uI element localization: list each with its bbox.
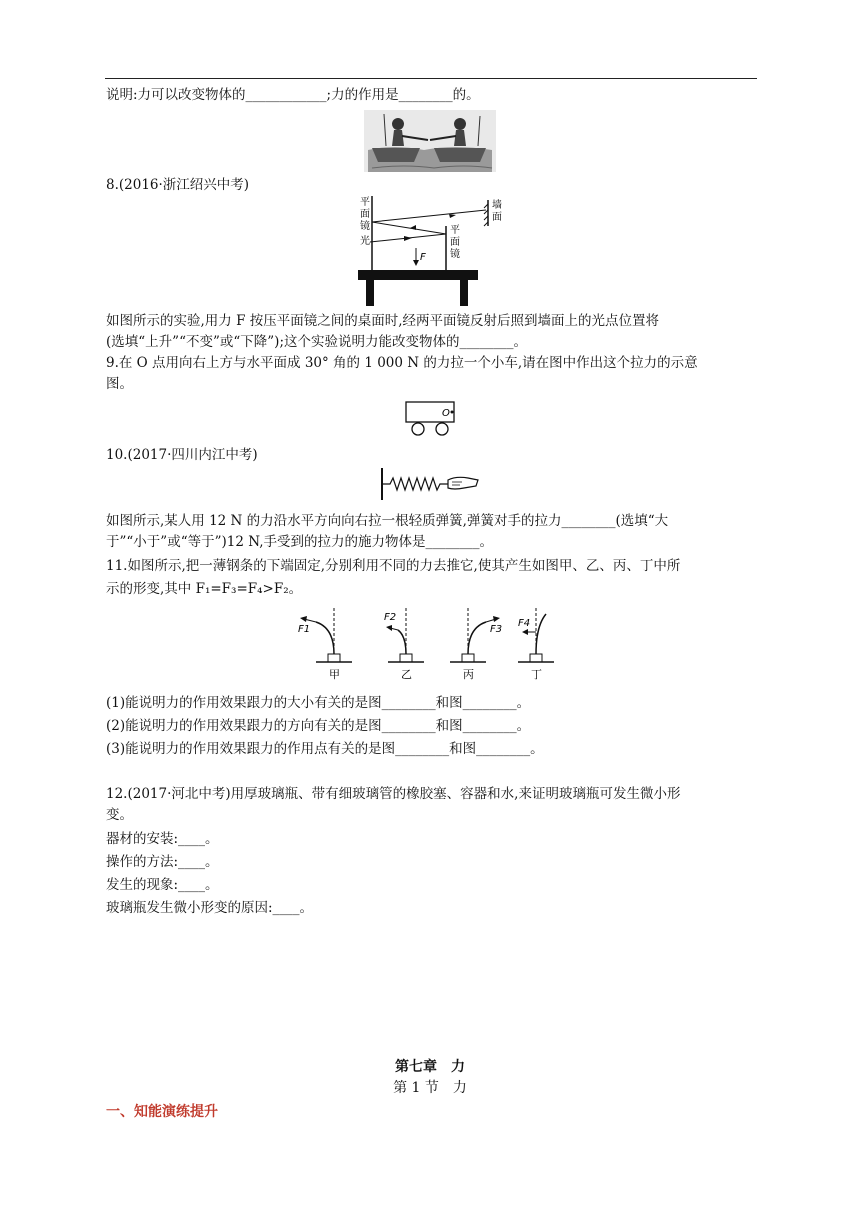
q9-line1: 9.在 O 点用向右上方与水平面成 30° 角的 1 000 N 的力拉一个小车,请在图中作出这个拉力的示意 xyxy=(106,355,698,371)
section-title: 第 1 节 力 xyxy=(393,1080,467,1096)
q8-line2: (选填“上升”“不变”或“下降”);这个实验说明力能改变物体的________。 xyxy=(106,334,527,350)
table-leg-right xyxy=(460,280,468,306)
label-mirror1-3: 镜 xyxy=(360,221,370,232)
label-mirror1-1: 平 xyxy=(360,197,370,208)
q11-line2: 示的形变,其中 F₁=F₃=F₄>F₂。 xyxy=(106,581,303,597)
q8-line1: 如图所示的实验,用力 F 按压平面镜之间的桌面时,经两平面镜反射后照到墙面上的光点位置将 xyxy=(106,313,660,329)
q12-method: 操作的方法:____。 xyxy=(106,854,219,870)
cart-wheel-right xyxy=(436,423,448,435)
strip-yi xyxy=(384,608,424,681)
cart-figure xyxy=(404,400,456,438)
part-heading: 一、知能演练提升 xyxy=(106,1104,218,1120)
q12-line2: 变。 xyxy=(106,807,133,823)
label-f1: F1 xyxy=(298,624,311,635)
top-rule xyxy=(105,78,757,79)
label-f3: F3 xyxy=(490,624,503,635)
q12-reason: 玻璃瓶发生微小形变的原因:____。 xyxy=(106,900,314,916)
point-o xyxy=(451,411,454,414)
q8-header: 8.(2016·浙江绍兴中考) xyxy=(106,177,250,193)
strip-bing xyxy=(450,608,502,681)
boat-push-illustration xyxy=(364,110,496,172)
q11-sub3: (3)能说明力的作用效果跟力的作用点有关的是图________和图________。 xyxy=(106,741,544,757)
q10-line1: 如图所示,某人用 12 N 的力沿水平方向向右拉一根轻质弹簧,弹簧对手的拉力________(选填“大 xyxy=(106,513,669,529)
label-o: O xyxy=(442,408,450,419)
label-jia: 甲 xyxy=(329,668,340,681)
label-wall-1: 墙 xyxy=(492,200,502,211)
q9-line2: 图。 xyxy=(106,376,133,392)
label-mirror2-2: 面 xyxy=(450,237,460,248)
strip-jia xyxy=(298,608,352,681)
spring-hand-figure xyxy=(378,466,482,502)
mirror-table-figure xyxy=(356,196,506,306)
hand xyxy=(448,477,478,489)
label-force: F xyxy=(420,252,426,263)
q7-explanation: 说明:力可以改变物体的____________;力的作用是________的。 xyxy=(106,87,480,103)
q11-sub1: (1)能说明力的作用效果跟力的大小有关的是图________和图________。 xyxy=(106,695,531,711)
label-mirror1-2: 面 xyxy=(360,209,370,220)
spring xyxy=(382,478,448,490)
q12-line1: 12.(2017·河北中考)用厚玻璃瓶、带有细玻璃管的橡胶塞、容器和水,来证明玻璃瓶可发生微小形 xyxy=(106,786,681,802)
label-ding: 丁 xyxy=(531,668,542,681)
table-leg-left xyxy=(366,280,374,306)
q10-header: 10.(2017·四川内江中考) xyxy=(106,447,258,463)
label-bing: 丙 xyxy=(463,668,474,681)
label-yi: 乙 xyxy=(401,668,412,681)
q11-sub2: (2)能说明力的作用效果跟力的方向有关的是图________和图________。 xyxy=(106,718,531,734)
q12-install: 器材的安装:____。 xyxy=(106,831,219,847)
q11-line1: 11.如图所示,把一薄钢条的下端固定,分别利用不同的力去推它,使其产生如图甲、乙、丙、丁中所 xyxy=(106,558,681,574)
steel-strip-figure xyxy=(286,606,578,682)
label-mirror2-3: 镜 xyxy=(450,249,460,260)
q12-phenomenon: 发生的现象:____。 xyxy=(106,877,219,893)
light-path xyxy=(370,210,486,242)
q10-line2: 于”“小于”或“等于”)12 N,手受到的拉力的施力物体是________。 xyxy=(106,534,493,550)
label-f2: F2 xyxy=(384,612,397,623)
label-f4: F4 xyxy=(518,618,531,629)
chapter-title: 第七章 力 xyxy=(395,1059,465,1075)
cart-wheel-left xyxy=(412,423,424,435)
label-light: 光 xyxy=(360,236,370,247)
strip-ding xyxy=(518,608,554,681)
label-wall-2: 面 xyxy=(492,212,502,223)
label-mirror2-1: 平 xyxy=(450,225,460,236)
table-top xyxy=(358,270,478,280)
